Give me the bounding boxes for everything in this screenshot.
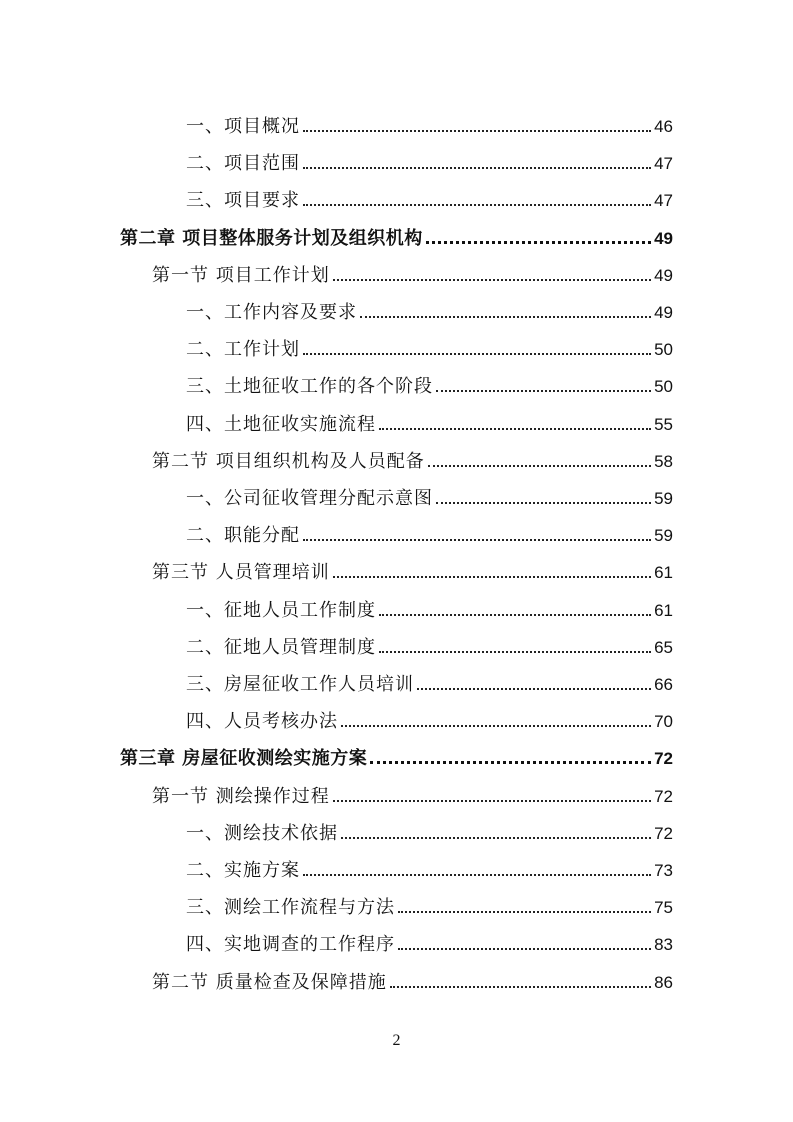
dot-leader <box>303 167 651 169</box>
dot-leader <box>303 204 651 206</box>
toc-entry-label: 二、职能分配 <box>186 525 300 547</box>
toc-entry-label: 一、项目概况 <box>186 116 300 137</box>
toc-entry-page: 83 <box>654 935 673 955</box>
dot-leader <box>303 353 651 355</box>
toc-entry[interactable] <box>186 101 673 138</box>
toc-entry-page: 61 <box>654 600 673 620</box>
toc-entry[interactable] <box>186 175 673 212</box>
toc-entry-page: 49 <box>654 303 673 322</box>
toc-entry-label: 二、征地人员管理制度 <box>186 636 376 658</box>
toc-entry[interactable] <box>186 622 673 659</box>
toc-entry[interactable] <box>186 882 673 919</box>
dot-leader <box>333 279 651 281</box>
toc-entry[interactable] <box>186 696 673 733</box>
toc-entry-page: 58 <box>654 451 673 471</box>
toc-entry-label: 四、土地征收实施流程 <box>186 413 376 435</box>
toc-entry-label: 三、房屋征收工作人员培训 <box>186 674 414 695</box>
dot-leader <box>426 241 651 244</box>
toc-entry[interactable] <box>152 547 673 584</box>
toc-entry-page: 75 <box>654 898 673 918</box>
toc-entry[interactable] <box>120 733 673 770</box>
toc-entry[interactable] <box>186 585 673 622</box>
toc-entry[interactable] <box>186 138 673 175</box>
dot-leader <box>303 130 651 132</box>
dot-leader <box>398 911 651 913</box>
toc-entry-label: 第三章 房屋征收测绘实施方案 <box>120 748 368 770</box>
dot-leader <box>398 948 651 950</box>
toc-entry[interactable] <box>152 250 673 287</box>
toc-entry-page: 70 <box>654 712 673 732</box>
toc-entry[interactable] <box>186 845 673 882</box>
toc-entry-label: 三、土地征收工作的各个阶段 <box>186 376 433 398</box>
toc-entry[interactable] <box>186 510 673 547</box>
dot-leader <box>436 502 651 504</box>
dot-leader <box>333 576 651 578</box>
toc-entry-label: 第三节 人员管理培训 <box>152 562 330 584</box>
toc-entry[interactable] <box>152 957 673 994</box>
toc-entry[interactable] <box>186 361 673 398</box>
toc-entry-label: 四、人员考核办法 <box>186 711 338 733</box>
toc-entry-page: 50 <box>654 377 673 397</box>
dot-leader <box>360 316 651 318</box>
page-number: 2 <box>392 1032 401 1049</box>
toc-entry-label: 二、项目范围 <box>186 153 300 175</box>
toc-entry-label: 第一节 项目工作计划 <box>152 264 330 286</box>
toc-entry[interactable] <box>186 659 673 696</box>
toc-entry-label: 第一节 测绘操作过程 <box>152 785 330 807</box>
toc-entry-page: 65 <box>654 637 673 657</box>
toc-entry[interactable] <box>186 399 673 436</box>
toc-entry-page: 59 <box>654 489 673 508</box>
toc-entry-label: 第二节 项目组织机构及人员配备 <box>152 450 425 472</box>
toc-entry[interactable] <box>186 473 673 510</box>
toc-entry[interactable] <box>186 324 673 361</box>
dot-leader <box>436 390 651 392</box>
dot-leader <box>303 539 651 541</box>
toc-entry-label: 三、项目要求 <box>186 190 300 212</box>
dot-leader <box>379 614 651 616</box>
toc-entry-page: 50 <box>654 340 673 360</box>
dot-leader <box>370 761 651 764</box>
dot-leader <box>379 428 651 430</box>
toc-entry-label: 一、征地人员工作制度 <box>186 599 376 621</box>
dot-leader <box>341 837 651 839</box>
dot-leader <box>333 800 651 802</box>
toc-entry-page: 47 <box>654 154 673 174</box>
toc-entry[interactable] <box>186 808 673 845</box>
toc-entry[interactable] <box>152 771 673 808</box>
dot-leader <box>303 874 651 876</box>
toc-entry-label: 一、测绘技术依据 <box>186 822 338 844</box>
toc-entry-page: 55 <box>654 414 673 434</box>
toc-entry-page: 49 <box>654 265 673 285</box>
toc-entry-page: 72 <box>654 749 673 769</box>
dot-leader <box>417 688 651 690</box>
toc-entry-label: 二、工作计划 <box>186 339 300 361</box>
toc-entry-label: 一、公司征收管理分配示意图 <box>186 488 433 509</box>
toc-entry-page: 73 <box>654 861 673 880</box>
toc-entry[interactable] <box>120 213 673 250</box>
toc-entry-label: 二、实施方案 <box>186 860 300 881</box>
toc-entry-page: 72 <box>654 823 673 843</box>
toc-entry-label: 一、工作内容及要求 <box>186 302 357 323</box>
toc-entry-label: 三、测绘工作流程与方法 <box>186 897 395 919</box>
dot-leader <box>428 465 651 467</box>
toc-entry-label: 第二节 质量检查及保障措施 <box>152 971 387 993</box>
dot-leader <box>379 651 651 653</box>
toc-entry-page: 72 <box>654 786 673 806</box>
toc-entry-page: 47 <box>654 191 673 211</box>
toc-entry[interactable] <box>152 436 673 473</box>
toc-entry-page: 66 <box>654 675 673 694</box>
toc-entry-label: 第二章 项目整体服务计划及组织机构 <box>120 227 423 249</box>
toc-entry-page: 86 <box>654 972 673 992</box>
toc-entry[interactable] <box>186 919 673 956</box>
toc-entry-page: 61 <box>654 563 673 583</box>
toc-entry-page: 49 <box>654 228 673 248</box>
toc-entry-label: 四、实地调查的工作程序 <box>186 934 395 956</box>
dot-leader <box>341 725 651 727</box>
toc-entry[interactable] <box>186 287 673 324</box>
dot-leader <box>390 986 651 988</box>
toc-entry-page: 59 <box>654 526 673 546</box>
toc-entry-page: 46 <box>654 117 673 136</box>
